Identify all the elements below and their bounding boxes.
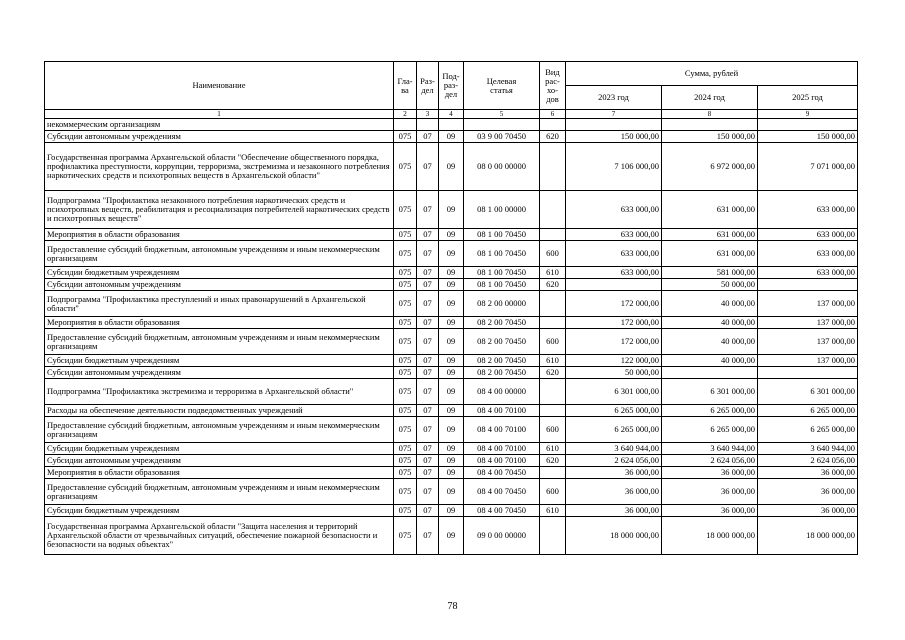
- row-expense-type: 620: [540, 367, 566, 379]
- row-glava: 075: [394, 367, 417, 379]
- row-sum-2023: 6 265 000,00: [566, 405, 662, 417]
- row-target-article: 08 1 00 70450: [464, 279, 540, 291]
- row-expense-type: [540, 317, 566, 329]
- row-sum-2024: 631 000,00: [662, 229, 758, 241]
- row-glava: 075: [394, 291, 417, 317]
- col-number: 4: [439, 110, 464, 119]
- row-sum-2024: 631 000,00: [662, 241, 758, 267]
- row-podrazdel: 09: [439, 355, 464, 367]
- row-expense-type: 620: [540, 279, 566, 291]
- row-sum-2024: 6 301 000,00: [662, 379, 758, 405]
- row-podrazdel: 09: [439, 317, 464, 329]
- row-name: Подпрограмма "Профилактика преступлений и иных правонарушений в Архангельской области": [45, 291, 394, 317]
- row-razdel: 07: [417, 455, 439, 467]
- row-sum-2024: [662, 367, 758, 379]
- row-name: Субсидии автономным учреждениям: [45, 455, 394, 467]
- row-name: Субсидии бюджетным учреждениям: [45, 355, 394, 367]
- row-expense-type: 600: [540, 417, 566, 443]
- row-target-article: 08 2 00 70450: [464, 317, 540, 329]
- row-target-article: 08 1 00 70450: [464, 241, 540, 267]
- row-sum-2023: 36 000,00: [566, 479, 662, 505]
- row-sum-2024: 6 972 000,00: [662, 143, 758, 191]
- col-number: 6: [540, 110, 566, 119]
- row-sum-2023: 172 000,00: [566, 291, 662, 317]
- row-sum-2024: 3 640 944,00: [662, 443, 758, 455]
- row-sum-2023: 2 624 056,00: [566, 455, 662, 467]
- row-podrazdel: 09: [439, 443, 464, 455]
- row-podrazdel: 09: [439, 241, 464, 267]
- col-number: 2: [394, 110, 417, 119]
- row-razdel: [417, 119, 439, 131]
- row-sum-2023: 6 301 000,00: [566, 379, 662, 405]
- row-sum-2024: 2 624 056,00: [662, 455, 758, 467]
- row-razdel: 07: [417, 143, 439, 191]
- row-sum-2025: 2 624 056,00: [758, 455, 858, 467]
- row-podrazdel: 09: [439, 329, 464, 355]
- table-row: [45, 517, 858, 555]
- header-podrazdel: Под- раз- дел: [439, 62, 464, 110]
- row-sum-2025: 6 265 000,00: [758, 417, 858, 443]
- row-glava: 075: [394, 143, 417, 191]
- row-sum-2025: [758, 367, 858, 379]
- row-sum-2025: 137 000,00: [758, 291, 858, 317]
- col-number: 3: [417, 110, 439, 119]
- row-sum-2024: 40 000,00: [662, 355, 758, 367]
- row-sum-2023: 50 000,00: [566, 367, 662, 379]
- row-name: Предоставление субсидий бюджетным, автономным учреждениям и иным некоммерческим организациям: [45, 329, 394, 355]
- row-name: Субсидии бюджетным учреждениям: [45, 267, 394, 279]
- row-sum-2024: 581 000,00: [662, 267, 758, 279]
- row-sum-2023: [566, 119, 662, 131]
- row-name: Мероприятия в области образования: [45, 467, 394, 479]
- col-number: 5: [464, 110, 540, 119]
- table-row: [45, 267, 858, 279]
- row-expense-type: [540, 517, 566, 555]
- table-row: [45, 241, 858, 267]
- row-glava: 075: [394, 455, 417, 467]
- row-target-article: 08 1 00 00000: [464, 191, 540, 229]
- row-razdel: 07: [417, 417, 439, 443]
- row-name: Подпрограмма "Профилактика незаконного потребления наркотических средств и психотропных веществ, реабилитация и ресоциализация потребителей наркотических средств и психотропных веществ": [45, 191, 394, 229]
- row-expense-type: [540, 143, 566, 191]
- row-glava: 075: [394, 191, 417, 229]
- row-podrazdel: 09: [439, 367, 464, 379]
- row-razdel: 07: [417, 317, 439, 329]
- header-year-2023: 2023 год: [566, 86, 662, 110]
- col-number: 9: [758, 110, 858, 119]
- row-name: Субсидии автономным учреждениям: [45, 131, 394, 143]
- row-target-article: 08 4 00 70450: [464, 505, 540, 517]
- row-razdel: 07: [417, 479, 439, 505]
- row-sum-2025: 36 000,00: [758, 467, 858, 479]
- row-podrazdel: 09: [439, 455, 464, 467]
- row-target-article: 08 0 00 00000: [464, 143, 540, 191]
- table-row: [45, 505, 858, 517]
- row-sum-2023: [566, 279, 662, 291]
- row-expense-type: 620: [540, 455, 566, 467]
- row-glava: 075: [394, 131, 417, 143]
- table-row: [45, 317, 858, 329]
- row-podrazdel: 09: [439, 417, 464, 443]
- row-razdel: 07: [417, 267, 439, 279]
- row-expense-type: [540, 405, 566, 417]
- row-sum-2024: 40 000,00: [662, 329, 758, 355]
- table-header: [45, 62, 858, 119]
- header-glava: Гла- ва: [394, 62, 417, 110]
- row-sum-2023: 633 000,00: [566, 229, 662, 241]
- row-name: Субсидии автономным учреждениям: [45, 279, 394, 291]
- row-sum-2024: 36 000,00: [662, 467, 758, 479]
- row-glava: 075: [394, 355, 417, 367]
- header-year-2024: 2024 год: [662, 86, 758, 110]
- row-target-article: 08 4 00 00000: [464, 379, 540, 405]
- row-expense-type: [540, 229, 566, 241]
- row-target-article: 09 0 00 00000: [464, 517, 540, 555]
- header-name: Наименование: [45, 62, 394, 110]
- row-sum-2025: 633 000,00: [758, 241, 858, 267]
- page-number: 78: [447, 601, 458, 612]
- row-sum-2023: 172 000,00: [566, 317, 662, 329]
- row-sum-2023: 633 000,00: [566, 191, 662, 229]
- row-razdel: 07: [417, 241, 439, 267]
- row-podrazdel: 09: [439, 291, 464, 317]
- row-razdel: 07: [417, 467, 439, 479]
- row-target-article: 08 2 00 00000: [464, 291, 540, 317]
- row-glava: 075: [394, 417, 417, 443]
- row-sum-2023: 633 000,00: [566, 267, 662, 279]
- row-sum-2023: 122 000,00: [566, 355, 662, 367]
- table-row: [45, 279, 858, 291]
- table-row: [45, 131, 858, 143]
- table-row: [45, 191, 858, 229]
- row-target-article: 08 1 00 70450: [464, 267, 540, 279]
- row-razdel: 07: [417, 505, 439, 517]
- row-name: Предоставление субсидий бюджетным, автономным учреждениям и иным некоммерческим организациям: [45, 417, 394, 443]
- row-sum-2025: 18 000 000,00: [758, 517, 858, 555]
- row-target-article: 08 4 00 70100: [464, 443, 540, 455]
- row-sum-2024: 36 000,00: [662, 479, 758, 505]
- row-name: Предоставление субсидий бюджетным, автономным учреждениям и иным некоммерческим организациям: [45, 479, 394, 505]
- row-sum-2023: 6 265 000,00: [566, 417, 662, 443]
- table-row: [45, 367, 858, 379]
- row-name: Субсидии бюджетным учреждениям: [45, 443, 394, 455]
- row-target-article: 08 2 00 70450: [464, 329, 540, 355]
- row-sum-2025: [758, 119, 858, 131]
- row-razdel: 07: [417, 517, 439, 555]
- row-podrazdel: 09: [439, 379, 464, 405]
- row-target-article: 08 4 00 70100: [464, 417, 540, 443]
- row-name: Субсидии автономным учреждениям: [45, 367, 394, 379]
- row-expense-type: 600: [540, 241, 566, 267]
- row-name: Мероприятия в области образования: [45, 317, 394, 329]
- row-sum-2024: 40 000,00: [662, 317, 758, 329]
- row-podrazdel: 09: [439, 405, 464, 417]
- row-expense-type: [540, 467, 566, 479]
- table-row: [45, 291, 858, 317]
- row-podrazdel: 09: [439, 229, 464, 241]
- row-glava: 075: [394, 467, 417, 479]
- row-sum-2024: 40 000,00: [662, 291, 758, 317]
- row-podrazdel: 09: [439, 143, 464, 191]
- row-razdel: 07: [417, 131, 439, 143]
- row-glava: 075: [394, 479, 417, 505]
- row-razdel: 07: [417, 379, 439, 405]
- row-sum-2023: 36 000,00: [566, 467, 662, 479]
- row-razdel: 07: [417, 279, 439, 291]
- row-razdel: 07: [417, 329, 439, 355]
- header-razdel: Раз- дел: [417, 62, 439, 110]
- row-sum-2025: [758, 279, 858, 291]
- row-sum-2023: 633 000,00: [566, 241, 662, 267]
- row-sum-2025: 137 000,00: [758, 329, 858, 355]
- row-sum-2025: 150 000,00: [758, 131, 858, 143]
- row-podrazdel: 09: [439, 279, 464, 291]
- row-sum-2025: 6 265 000,00: [758, 405, 858, 417]
- table-row: [45, 455, 858, 467]
- row-target-article: 08 2 00 70450: [464, 367, 540, 379]
- column-numbers-row: [45, 110, 858, 119]
- col-number: 7: [566, 110, 662, 119]
- row-glava: 075: [394, 505, 417, 517]
- row-sum-2025: 633 000,00: [758, 191, 858, 229]
- row-name: Подпрограмма "Профилактика экстремизма и терроризма в Архангельской области": [45, 379, 394, 405]
- row-razdel: 07: [417, 443, 439, 455]
- header-year-2025: 2025 год: [758, 86, 858, 110]
- row-sum-2025: 137 000,00: [758, 355, 858, 367]
- row-sum-2025: 36 000,00: [758, 479, 858, 505]
- row-sum-2025: 633 000,00: [758, 229, 858, 241]
- row-razdel: 07: [417, 229, 439, 241]
- row-target-article: 08 4 00 70450: [464, 479, 540, 505]
- row-razdel: 07: [417, 355, 439, 367]
- row-glava: 075: [394, 229, 417, 241]
- table-row: [45, 143, 858, 191]
- row-sum-2025: 36 000,00: [758, 505, 858, 517]
- row-sum-2025: 7 071 000,00: [758, 143, 858, 191]
- table-row: [45, 379, 858, 405]
- row-sum-2024: 631 000,00: [662, 191, 758, 229]
- row-glava: 075: [394, 405, 417, 417]
- row-glava: [394, 119, 417, 131]
- row-name: Расходы на обеспечение деятельности подведомственных учреждений: [45, 405, 394, 417]
- row-sum-2023: 172 000,00: [566, 329, 662, 355]
- row-expense-type: [540, 379, 566, 405]
- row-podrazdel: 09: [439, 267, 464, 279]
- col-number: 8: [662, 110, 758, 119]
- row-target-article: 08 1 00 70450: [464, 229, 540, 241]
- row-target-article: 03 9 00 70450: [464, 131, 540, 143]
- header-statya: Целевая статья: [464, 62, 540, 110]
- row-expense-type: 600: [540, 479, 566, 505]
- row-razdel: 07: [417, 405, 439, 417]
- row-podrazdel: 09: [439, 505, 464, 517]
- row-podrazdel: 09: [439, 517, 464, 555]
- row-expense-type: 600: [540, 329, 566, 355]
- header-vid: Вид рас- хо- дов: [540, 62, 566, 110]
- row-sum-2024: 150 000,00: [662, 131, 758, 143]
- row-podrazdel: 09: [439, 479, 464, 505]
- row-sum-2024: 36 000,00: [662, 505, 758, 517]
- row-target-article: 08 4 00 70100: [464, 455, 540, 467]
- row-glava: 075: [394, 317, 417, 329]
- row-sum-2025: 3 640 944,00: [758, 443, 858, 455]
- table-row: [45, 417, 858, 443]
- row-sum-2024: 6 265 000,00: [662, 405, 758, 417]
- row-expense-type: 620: [540, 131, 566, 143]
- row-podrazdel: 09: [439, 191, 464, 229]
- table-row: [45, 443, 858, 455]
- row-sum-2024: [662, 119, 758, 131]
- row-expense-type: 610: [540, 355, 566, 367]
- row-podrazdel: [439, 119, 464, 131]
- header-summa: Сумма, рублей: [566, 62, 858, 86]
- row-sum-2025: 6 301 000,00: [758, 379, 858, 405]
- table-row: [45, 119, 858, 131]
- row-sum-2023: 3 640 944,00: [566, 443, 662, 455]
- table-row: [45, 405, 858, 417]
- row-glava: 075: [394, 443, 417, 455]
- row-glava: 075: [394, 241, 417, 267]
- row-glava: 075: [394, 379, 417, 405]
- row-razdel: 07: [417, 291, 439, 317]
- row-name: Мероприятия в области образования: [45, 229, 394, 241]
- row-sum-2025: 633 000,00: [758, 267, 858, 279]
- row-razdel: 07: [417, 367, 439, 379]
- row-razdel: 07: [417, 191, 439, 229]
- row-expense-type: 610: [540, 267, 566, 279]
- row-sum-2023: 36 000,00: [566, 505, 662, 517]
- row-podrazdel: 09: [439, 467, 464, 479]
- row-glava: 075: [394, 267, 417, 279]
- row-sum-2024: 50 000,00: [662, 279, 758, 291]
- row-expense-type: 610: [540, 505, 566, 517]
- row-name: Государственная программа Архангельской области "Защита населения и территорий Архангельской области от чрезвычайных ситуаций, обеспечение пожарной безопасности и безопасности на водных объектах": [45, 517, 394, 555]
- row-glava: 075: [394, 279, 417, 291]
- row-name: некоммерческим организациям: [45, 119, 394, 131]
- row-sum-2024: 6 265 000,00: [662, 417, 758, 443]
- row-sum-2024: 18 000 000,00: [662, 517, 758, 555]
- row-expense-type: [540, 291, 566, 317]
- row-sum-2025: 137 000,00: [758, 317, 858, 329]
- row-target-article: 08 4 00 70450: [464, 467, 540, 479]
- row-sum-2023: 18 000 000,00: [566, 517, 662, 555]
- row-expense-type: 610: [540, 443, 566, 455]
- table-row: [45, 479, 858, 505]
- table-body: [45, 119, 858, 555]
- row-sum-2023: 150 000,00: [566, 131, 662, 143]
- row-target-article: [464, 119, 540, 131]
- row-name: Государственная программа Архангельской области "Обеспечение общественного порядка, профилактика преступности, коррупции, терроризма, экстремизма и незаконного потребления наркотических средств и психотропных веществ в Архангельской области": [45, 143, 394, 191]
- budget-table: [44, 61, 858, 555]
- row-glava: 075: [394, 329, 417, 355]
- col-number: 1: [45, 110, 394, 119]
- row-expense-type: [540, 119, 566, 131]
- row-sum-2023: 7 106 000,00: [566, 143, 662, 191]
- row-name: Предоставление субсидий бюджетным, автономным учреждениям и иным некоммерческим организациям: [45, 241, 394, 267]
- row-name: Субсидии бюджетным учреждениям: [45, 505, 394, 517]
- table-row: [45, 467, 858, 479]
- row-glava: 075: [394, 517, 417, 555]
- row-expense-type: [540, 191, 566, 229]
- row-target-article: 08 2 00 70450: [464, 355, 540, 367]
- row-target-article: 08 4 00 70100: [464, 405, 540, 417]
- row-podrazdel: 09: [439, 131, 464, 143]
- table-row: [45, 355, 858, 367]
- table-row: [45, 229, 858, 241]
- table-row: [45, 329, 858, 355]
